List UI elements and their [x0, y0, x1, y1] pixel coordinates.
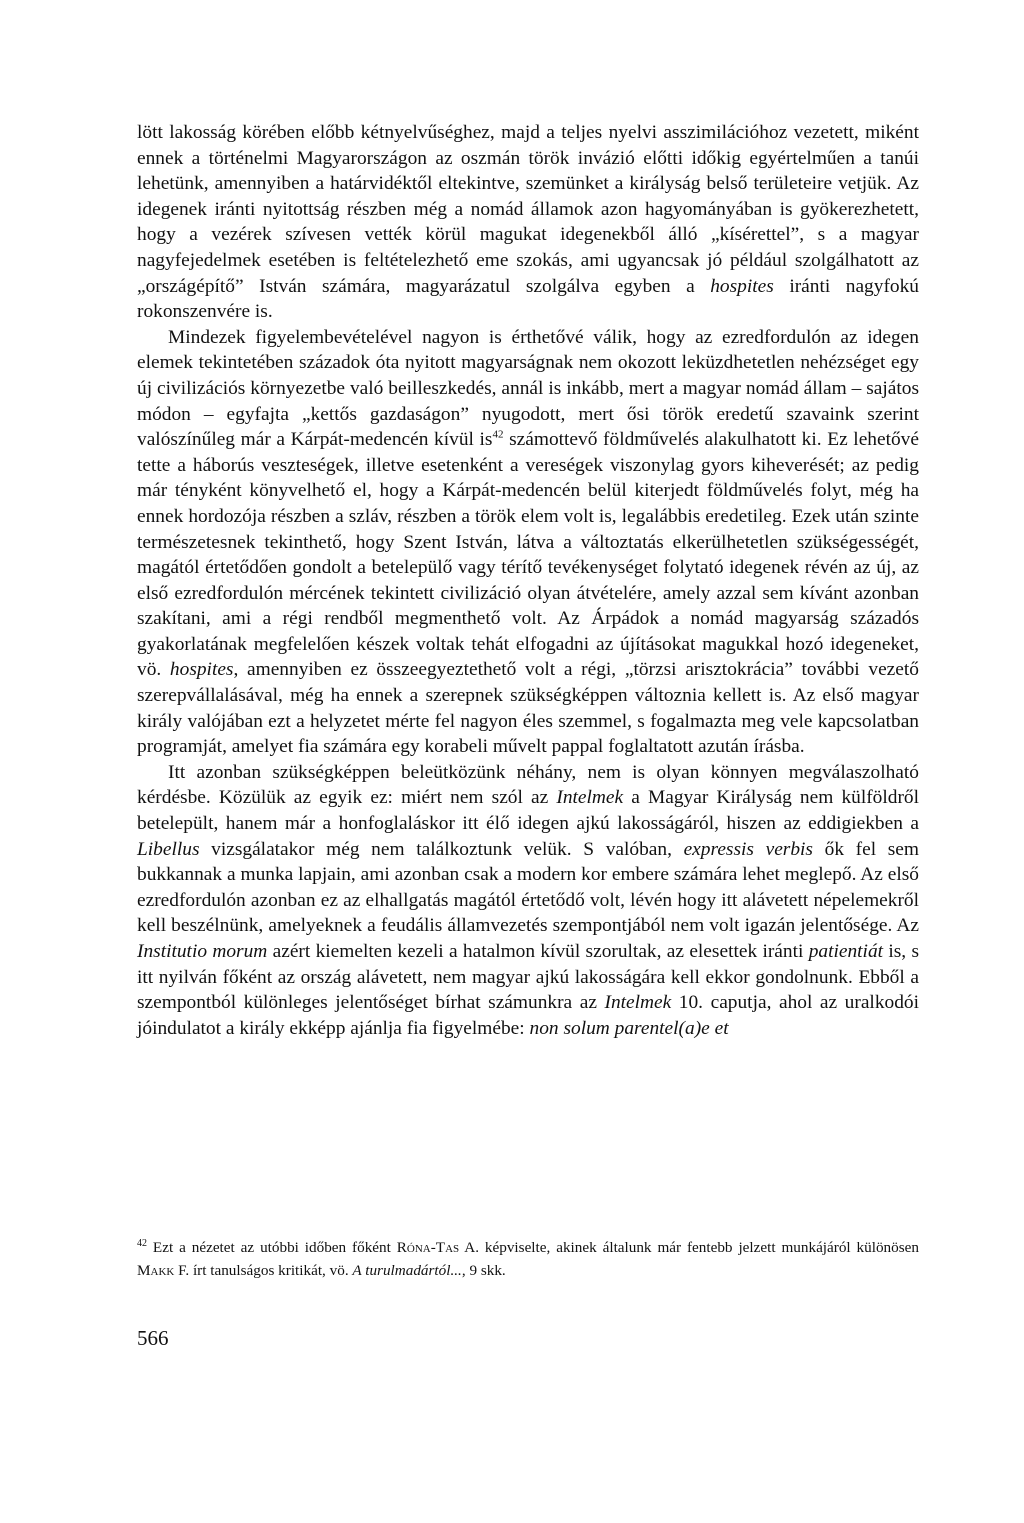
text-segment: Itt azonban szükségképpen beleütközünk néhány, nem is olyan könnyen megválaszolható kérdésbe. Közülük az egyik ez: miért nem szól az	[137, 761, 919, 809]
text-segment: Institutio morum	[137, 941, 268, 962]
text-segment: hospites	[169, 659, 234, 681]
text-segment: számottevő földművelés alakulhatott ki. Ez lehetővé tette a háborús veszteségek, illetve esetenként a vereségek viszonylag gyors kiheverését; az pedig már tényként könyvelhető el, hogy a Kárpát-medencén belül kiterjedt földművelés folyt, még ha ennek hordozója részben a szláv, részben a török elem volt is, legalábbis eredetileg. Ezek után szinte természetesnek tekinthető, hogy Szent István, látva a változtatás elkerülhetetlen szükségességét, magától értetődően gondolt a betelepülő vagy térítő tevékenységet folytató idegenek révén az új, az első ezredfordulón mércének tekintett civilizáció olyan átvételére, amely azzal sem kívánt azonban szakítani, ami a régi rendből megmenthető volt. Az Árpádok a nomád magyarság századós gyakorlatának megfelelően készek voltak tehát elfogadni az újításokat magukkal hozó idegeneket, vö.	[137, 429, 919, 681]
text-segment: expressis verbis	[683, 838, 813, 860]
paragraph-3	[137, 760, 919, 1042]
footnote-segment: Róna-Tas	[396, 1239, 460, 1256]
page-number: 566	[137, 1326, 169, 1350]
footnote-segment: Ezt a nézetet az utóbbi időben főként	[147, 1239, 397, 1256]
text-segment: ők fel sem bukkannak a munka lapjain, ami azonban csak a modern kor embere számára lehet meglepő. Az első ezredfordulón azonban ez az elhallgatás magától értetődő volt, lévén hogy itt alávetett népelemekről kell beszélnünk, amelyeknek a feudális államvezetés szempontjából nem volt igazán jelentősége. Az	[137, 838, 919, 937]
footnote-ref: 42	[492, 428, 504, 441]
text-segment: azért kiemelten kezeli a hatalmon kívül szorultak, az elesettek iránti	[267, 941, 809, 962]
text-segment: hospites	[710, 275, 774, 297]
footnote-segment: A turulmadártól...	[352, 1262, 462, 1279]
footnote-segment: F. írt tanulságos kritikát, vö.	[174, 1262, 353, 1279]
text-segment: Libellus	[137, 838, 200, 860]
text-segment: Intelmek	[556, 787, 624, 809]
footnote-segment: Makk	[137, 1262, 175, 1279]
text-segment: is, s itt nyilván főként az ország alávetett, nem magyar ajkú lakosságára kell ekkor gondolnunk. Ebből a szempontból különleges jelentőséget bírhat számunkra az	[137, 941, 919, 1014]
footnote-42	[137, 1236, 919, 1282]
text-segment: 10. caputja, ahol az uralkodói jóindulatot a király ekképp ajánlja fia figyelmébe:	[137, 992, 919, 1039]
text-segment: a Magyar Királyság nem külföldről betelepült, hanem már a honfoglaláskor itt élő idegen ajkú lakosságáról, hiszen az eddigiekben a	[137, 787, 919, 835]
text-segment: patientiát	[808, 941, 884, 962]
text-segment: lött lakosság körében előbb kétnyelvűséghez, majd a teljes nyelvi asszimilációhoz vezetett, miként ennek a történelmi Magyarországon az oszmán török invázió előtti időkig egyértelműen a tanúi lehetünk, amennyiben a határvidéktől eltekintve, szemünket a királyság belső területeire vetjük. Az idegenek iránti nyitottság részben még a nomád államok azon hagyományában is gyökerezhetett, hogy a vezérek szívesen vették körül magukat idegenekből álló „kísérettel”, s a magyar nagyfejedelmek esetében is feltételezhető eme szokás, ami ugyancsak jó például szolgálhatott az „országépítő” István számára, magyarázatul szolgálva egyben a	[137, 122, 919, 297]
body-text	[137, 120, 919, 1041]
text-segment: Intelmek	[604, 992, 672, 1014]
text-segment: vizsgálatakor még nem találkoztunk velük. S valóban,	[199, 838, 684, 860]
text-segment: Mindezek figyelembevételével nagyon is érthetővé válik, hogy az ezredfordulón az idegen elemek tekintetében századok óta nyitott magyarságnak nem okozott leküzdhetetlen nehézséget egy új civilizációs környezetbe való beilleszkedés, annál is inkább, mert a magyar nomád állam – sajátos módon – egyfajta „kettős gazdaságon” nyugodott, mert ősi török eredetű szavaink szerint valószínűleg már a Kárpát-medencén kívül is	[137, 326, 919, 451]
footnote-number: 42	[137, 1237, 147, 1249]
text-segment: iránti nagyfokú rokonszenvére is.	[137, 275, 919, 323]
footnote-segment: , 9 skk.	[461, 1262, 506, 1279]
text-segment: , amennyiben ez összeegyeztethető volt a régi, „törzsi arisztokrácia” további vezető szerepvállalásával, még ha ennek a szerepnek szükségképpen változnia kellett is. Az első magyar király valójában ezt a helyzetet mérte fel nagyon éles szemmel, s fogalmazta meg vele kapcsolatban programját, amelyet fia számára egy korabeli művelt pappal foglaltatott azután írásba.	[137, 659, 919, 758]
text-segment: non solum parentel(a)e et	[529, 1017, 729, 1039]
footnote-segment: A. képviselte, akinek általunk már fentebb jelzett munkájáról különösen	[459, 1239, 919, 1256]
paragraph-1	[137, 120, 919, 325]
paragraph-2	[137, 325, 919, 760]
